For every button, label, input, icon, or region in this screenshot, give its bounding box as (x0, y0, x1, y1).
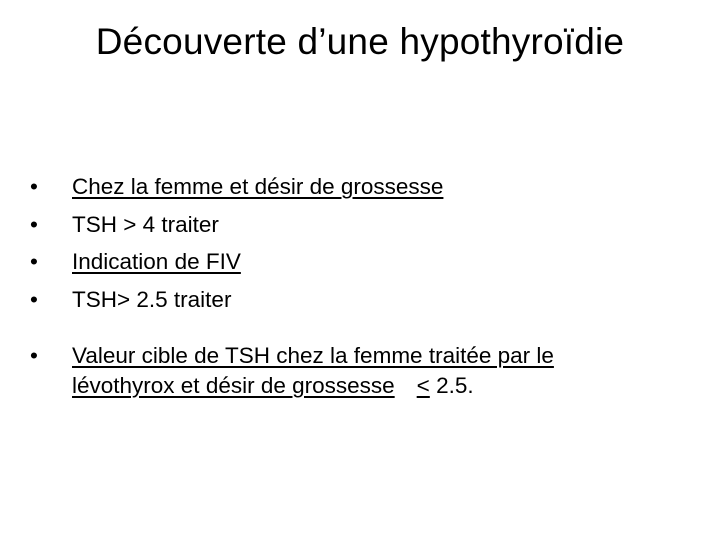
list-item (30, 341, 690, 401)
less-than-symbol: < (416, 373, 430, 398)
bullet-icon: • (30, 286, 38, 312)
bullet-icon: • (30, 249, 38, 274)
list-item (30, 206, 690, 244)
slide-title: Découverte d’une hypothyroïdie (95, 21, 625, 62)
list-item-text: Chez la femme et désir de grossesse (72, 174, 444, 199)
target-text-line2: lévothyrox et désir de grossesse (72, 373, 395, 398)
list-item-text: Indication de FIV (72, 249, 241, 274)
target-value: 2.5. (429, 373, 474, 398)
list-item (30, 168, 690, 206)
list-item-text: TSH> 2.5 traiter (72, 286, 232, 312)
list-item (30, 281, 690, 319)
bullet-list-target (30, 341, 690, 401)
bullet-icon: • (30, 343, 38, 368)
list-item-text: TSH > 4 traiter (72, 211, 219, 237)
target-text-line1: Valeur cible de TSH chez la femme traitée par le (72, 343, 554, 368)
bullet-icon: • (30, 211, 38, 237)
bullet-list-conditions (30, 168, 690, 318)
bullet-icon: • (30, 174, 38, 199)
list-item (30, 243, 690, 281)
